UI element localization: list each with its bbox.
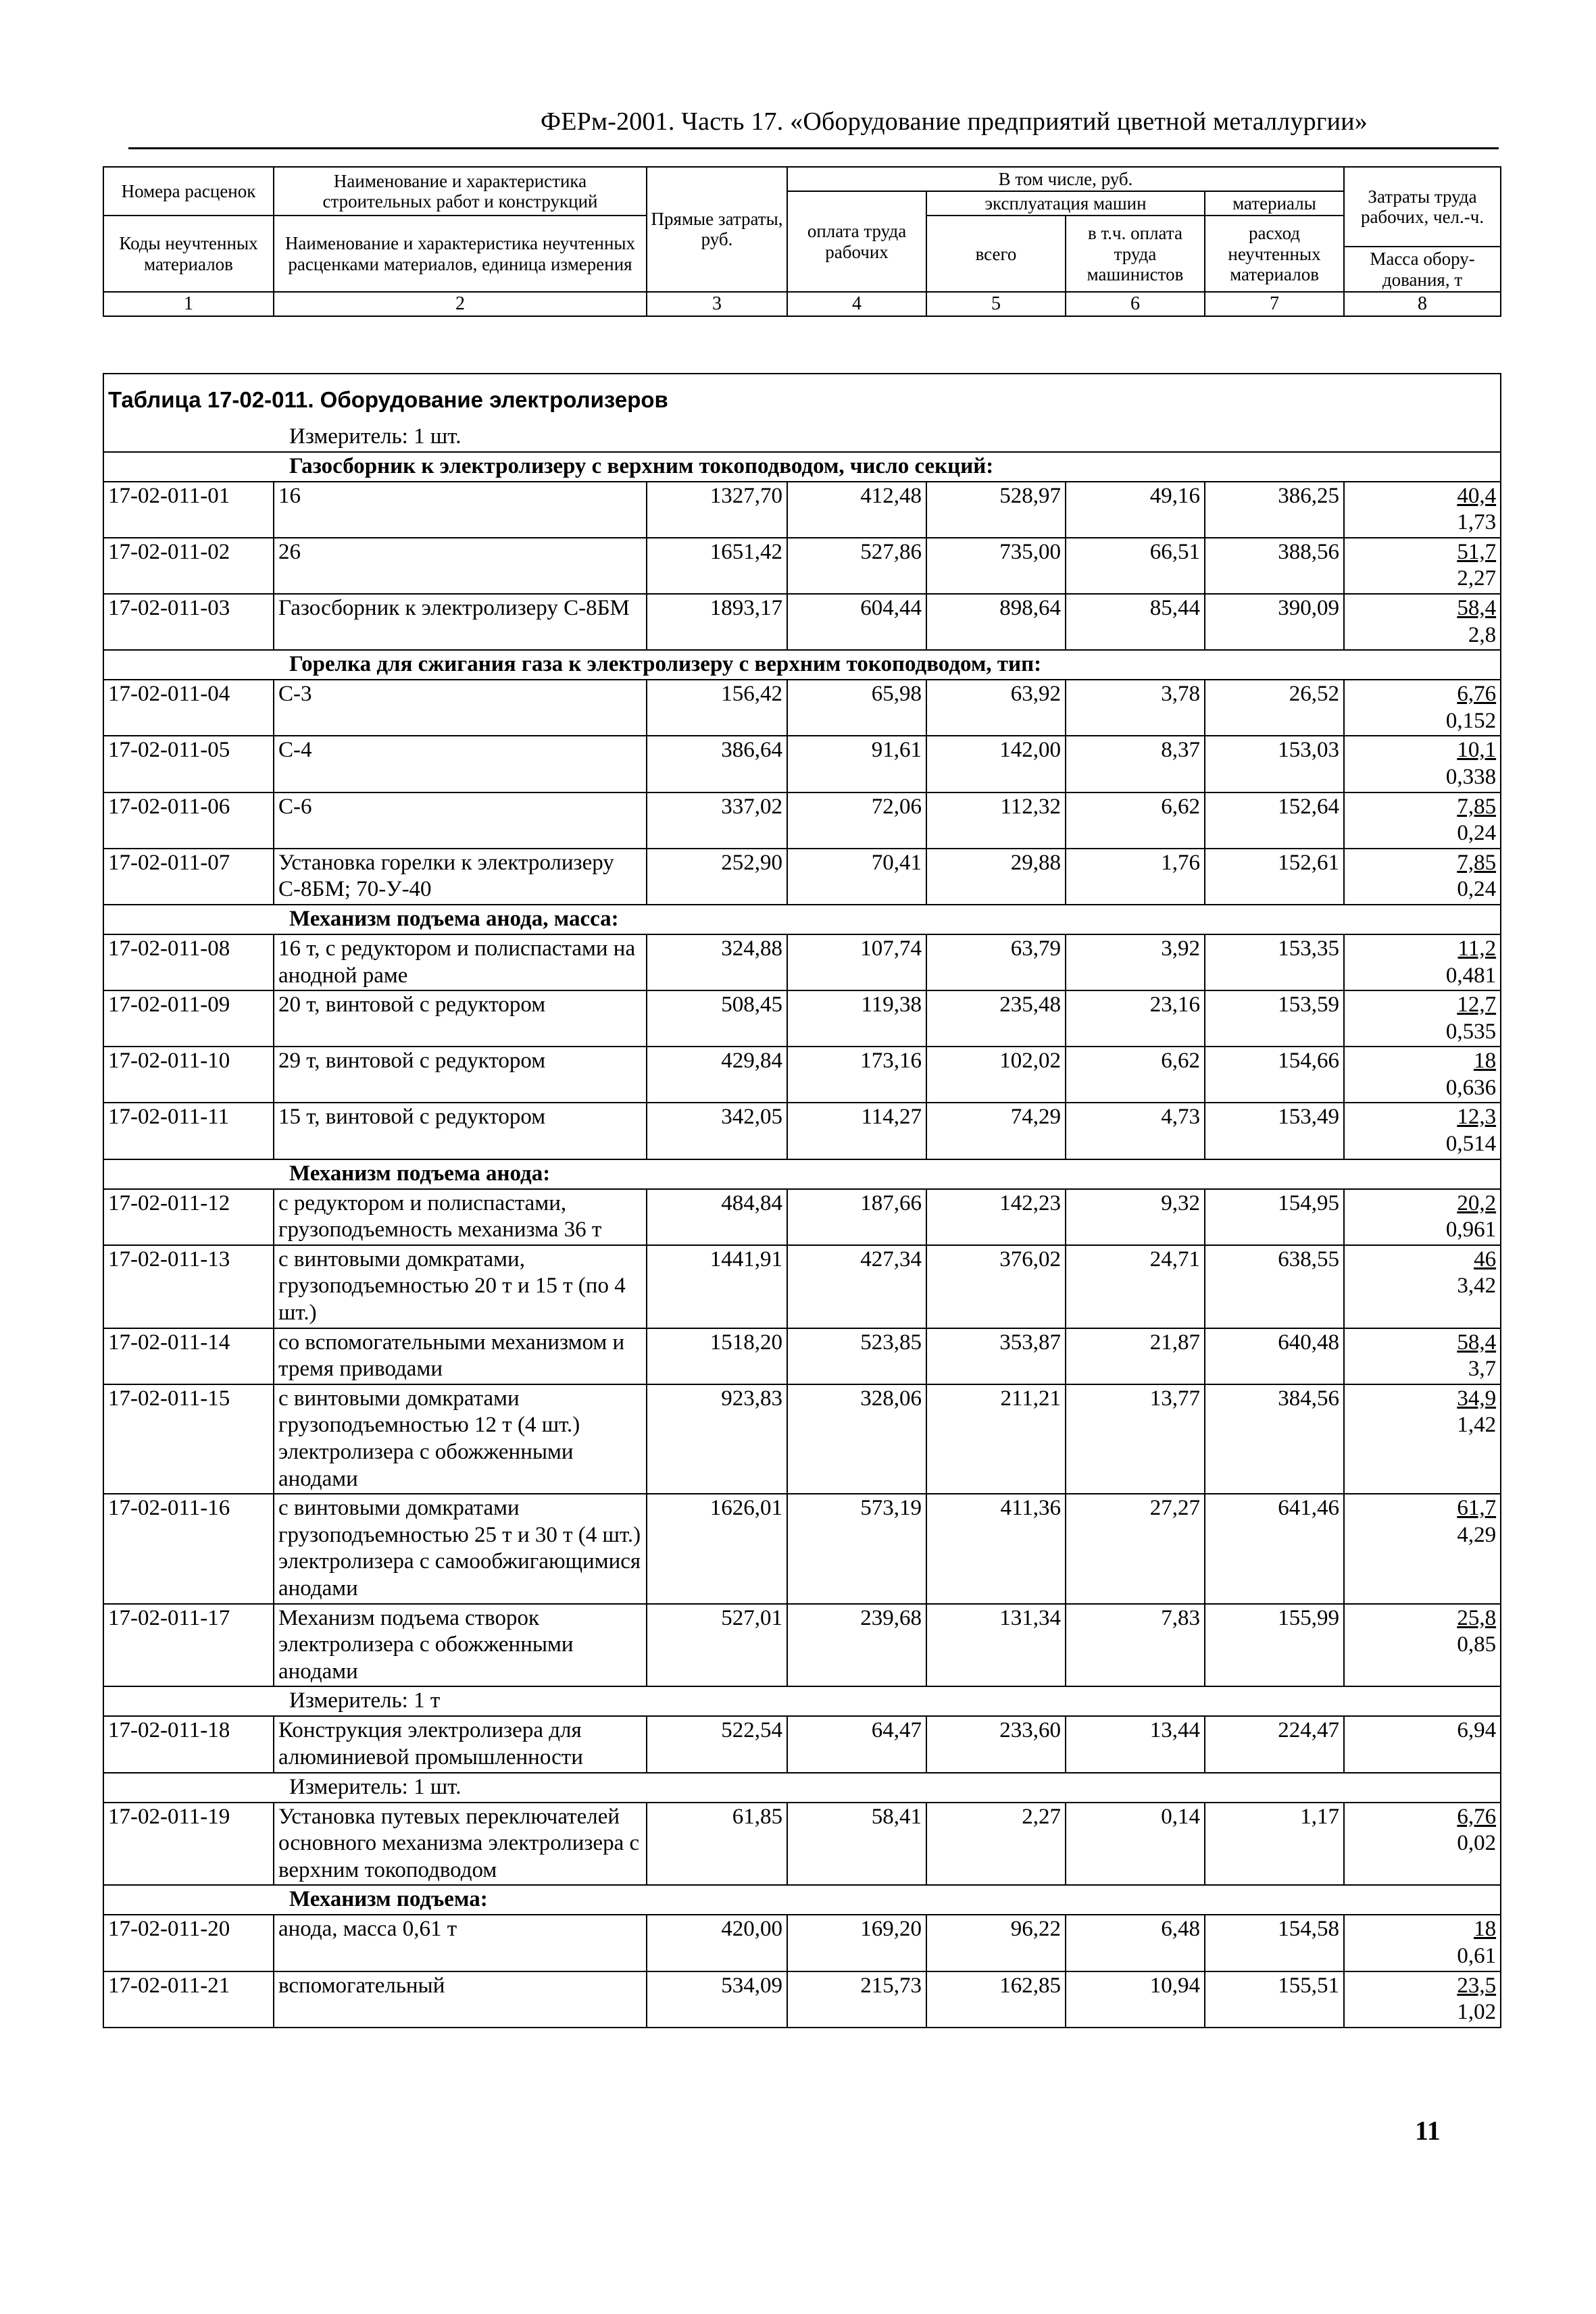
- equipment-mass: 1,42: [1457, 1413, 1497, 1438]
- direct-costs: 1518,20: [647, 1328, 787, 1384]
- equipment-mass: 1,02: [1457, 2000, 1497, 2025]
- labor-hours: 18: [1474, 1049, 1497, 1074]
- materials: 152,61: [1205, 849, 1344, 905]
- work-name: 20 т, винтовой с редуктором: [274, 990, 647, 1047]
- materials: 153,59: [1205, 990, 1344, 1047]
- header-material-name: Наименование и характеристика неучтенных расценками материалов, единица измерения: [274, 216, 647, 291]
- labor-hours: 12,3: [1457, 1105, 1497, 1130]
- work-name: с винтовыми домкратами грузоподъемностью 12 т (4 шт.) электролизера с обожженными анодами: [274, 1384, 647, 1494]
- rate-row: [103, 594, 1501, 650]
- labor-hours: 58,4: [1457, 595, 1497, 620]
- running-header: ФЕРм-2001. Часть 17. «Оборудование предприятий цветной металлургии»: [541, 107, 1368, 136]
- machinist-pay: 21,87: [1066, 1328, 1205, 1384]
- machine-total: 735,00: [926, 538, 1066, 594]
- machinist-pay: 13,44: [1066, 1716, 1205, 1772]
- labor-and-mass-cell: [1344, 1803, 1501, 1886]
- materials: 154,66: [1205, 1047, 1344, 1103]
- section-row: [103, 452, 1501, 482]
- header-equipment-mass: Масса обору-дования, т: [1344, 247, 1501, 291]
- rate-row: [103, 1604, 1501, 1687]
- worker-pay: 58,41: [787, 1803, 926, 1886]
- machinist-pay: 49,16: [1066, 482, 1205, 538]
- header-machinist-pay: в т.ч. оплата труда машинистов: [1066, 216, 1205, 291]
- column-header-table: [103, 166, 1501, 317]
- materials: 641,46: [1205, 1494, 1344, 1603]
- rate-code: 17-02-011-10: [103, 1047, 274, 1103]
- work-name: 16 т, с редуктором и полиспастами на анодной раме: [274, 934, 647, 990]
- labor-hours: 12,7: [1457, 992, 1497, 1017]
- work-name: 26: [274, 538, 647, 594]
- equipment-mass: 0,338: [1445, 764, 1497, 789]
- labor-hours: 7,85: [1457, 850, 1497, 875]
- measure-row: [103, 1686, 1501, 1716]
- materials: 638,55: [1205, 1245, 1344, 1328]
- column-number: 2: [274, 292, 647, 316]
- rate-row: [103, 1328, 1501, 1384]
- equipment-mass: 3,42: [1457, 1274, 1497, 1299]
- column-number-row: [103, 292, 1501, 316]
- worker-pay: 169,20: [787, 1915, 926, 1971]
- work-name: Механизм подъема створок электролизера с обожженными анодами: [274, 1604, 647, 1687]
- measure-unit: Измеритель: 1 т: [103, 1686, 1501, 1716]
- machine-total: 131,34: [926, 1604, 1066, 1687]
- worker-pay: 72,06: [787, 793, 926, 849]
- header-rule: [128, 147, 1499, 149]
- work-name: с винтовыми домкратами, грузоподъемностью 20 т и 15 т (по 4 шт.): [274, 1245, 647, 1328]
- worker-pay: 114,27: [787, 1103, 926, 1159]
- worker-pay: 65,98: [787, 680, 926, 736]
- work-name: 29 т, винтовой с редуктором: [274, 1047, 647, 1103]
- rate-code: 17-02-011-02: [103, 538, 274, 594]
- materials: 153,35: [1205, 934, 1344, 990]
- labor-hours: 6,76: [1457, 682, 1497, 707]
- rate-code: 17-02-011-06: [103, 793, 274, 849]
- rate-row: [103, 793, 1501, 849]
- header-labor-hours: Затраты труда рабочих, чел.-ч.: [1344, 167, 1501, 247]
- worker-pay: 119,38: [787, 990, 926, 1047]
- rate-row: [103, 1189, 1501, 1245]
- equipment-mass: 0,636: [1445, 1075, 1497, 1100]
- labor-and-mass-cell: [1344, 1915, 1501, 1971]
- work-name: 16: [274, 482, 647, 538]
- section-row: [103, 650, 1501, 680]
- materials: 152,64: [1205, 793, 1344, 849]
- direct-costs: 324,88: [647, 934, 787, 990]
- work-name: с винтовыми домкратами грузоподъемностью 25 т и 30 т (4 шт.) электролизера с самообжигающимися анодами: [274, 1494, 647, 1603]
- table-title: Таблица 17-02-011. Оборудование электролизеров: [103, 374, 1501, 423]
- machinist-pay: 13,77: [1066, 1384, 1205, 1494]
- header-machine-total: всего: [926, 216, 1066, 291]
- column-number: 8: [1344, 292, 1501, 316]
- work-name: Газосборник к электролизеру С-8БМ: [274, 594, 647, 650]
- equipment-mass: 2,8: [1468, 622, 1497, 647]
- equipment-mass: 0,481: [1445, 963, 1497, 988]
- machinist-pay: 23,16: [1066, 990, 1205, 1047]
- labor-and-mass-cell: [1344, 1189, 1501, 1245]
- labor-and-mass-cell: [1344, 793, 1501, 849]
- worker-pay: 527,86: [787, 538, 926, 594]
- column-number: 7: [1205, 292, 1344, 316]
- rate-code: 17-02-011-17: [103, 1604, 274, 1687]
- labor-hours: 6,94: [1457, 1718, 1497, 1743]
- direct-costs: 1893,17: [647, 594, 787, 650]
- labor-and-mass-cell: [1344, 538, 1501, 594]
- direct-costs: 527,01: [647, 1604, 787, 1687]
- direct-costs: 156,42: [647, 680, 787, 736]
- labor-and-mass-cell: [1344, 1716, 1501, 1772]
- direct-costs: 1651,42: [647, 538, 787, 594]
- rate-code: 17-02-011-19: [103, 1803, 274, 1886]
- measure-row: [103, 423, 1501, 452]
- worker-pay: 215,73: [787, 1971, 926, 2028]
- worker-pay: 427,34: [787, 1245, 926, 1328]
- labor-and-mass-cell: [1344, 1604, 1501, 1687]
- section-heading: Газосборник к электролизеру с верхним токоподводом, число секций:: [103, 452, 1501, 482]
- equipment-mass: 3,7: [1468, 1357, 1497, 1382]
- work-name: С-4: [274, 736, 647, 792]
- machine-total: 142,23: [926, 1189, 1066, 1245]
- direct-costs: 1441,91: [647, 1245, 787, 1328]
- rate-row: [103, 482, 1501, 538]
- measure-unit: Измеритель: 1 шт.: [103, 1773, 1501, 1803]
- rate-code: 17-02-011-16: [103, 1494, 274, 1603]
- rates-table: [103, 373, 1501, 2028]
- rate-row: [103, 538, 1501, 594]
- rate-row: [103, 1803, 1501, 1886]
- rate-row: [103, 1716, 1501, 1772]
- labor-and-mass-cell: [1344, 482, 1501, 538]
- machine-total: 96,22: [926, 1915, 1066, 1971]
- rate-row: [103, 1103, 1501, 1159]
- machine-total: 63,79: [926, 934, 1066, 990]
- work-name: С-3: [274, 680, 647, 736]
- machinist-pay: 6,62: [1066, 793, 1205, 849]
- equipment-mass: 4,29: [1457, 1522, 1497, 1547]
- rate-code: 17-02-011-15: [103, 1384, 274, 1494]
- rate-row: [103, 1971, 1501, 2028]
- work-name: со вспомогательными механизмом и тремя приводами: [274, 1328, 647, 1384]
- machinist-pay: 9,32: [1066, 1189, 1205, 1245]
- machine-total: 528,97: [926, 482, 1066, 538]
- machine-total: 233,60: [926, 1716, 1066, 1772]
- column-number: 5: [926, 292, 1066, 316]
- labor-and-mass-cell: [1344, 990, 1501, 1047]
- labor-hours: 46: [1474, 1247, 1497, 1272]
- section-heading: Механизм подъема анода:: [103, 1159, 1501, 1189]
- work-name: вспомогательный: [274, 1971, 647, 2028]
- header-rate-number: Номера расценок: [103, 167, 274, 216]
- work-name: Установка горелки к электролизеру С-8БМ; 70-У-40: [274, 849, 647, 905]
- materials: 388,56: [1205, 538, 1344, 594]
- direct-costs: 337,02: [647, 793, 787, 849]
- labor-and-mass-cell: [1344, 594, 1501, 650]
- header-materials: материалы: [1205, 191, 1344, 216]
- rate-row: [103, 990, 1501, 1047]
- rate-code: 17-02-011-13: [103, 1245, 274, 1328]
- work-name: анода, масса 0,61 т: [274, 1915, 647, 1971]
- machine-total: 353,87: [926, 1328, 1066, 1384]
- rate-code: 17-02-011-12: [103, 1189, 274, 1245]
- machine-total: 102,02: [926, 1047, 1066, 1103]
- worker-pay: 187,66: [787, 1189, 926, 1245]
- direct-costs: 342,05: [647, 1103, 787, 1159]
- rate-code: 17-02-011-09: [103, 990, 274, 1047]
- header-worker-pay: оплата труда рабочих: [787, 191, 926, 292]
- machinist-pay: 24,71: [1066, 1245, 1205, 1328]
- direct-costs: 508,45: [647, 990, 787, 1047]
- rate-code: 17-02-011-18: [103, 1716, 274, 1772]
- equipment-mass: 0,152: [1445, 708, 1497, 733]
- machinist-pay: 85,44: [1066, 594, 1205, 650]
- machine-total: 898,64: [926, 594, 1066, 650]
- rate-code: 17-02-011-14: [103, 1328, 274, 1384]
- worker-pay: 328,06: [787, 1384, 926, 1494]
- table-title-row: [103, 374, 1501, 423]
- materials: 155,51: [1205, 1971, 1344, 2028]
- labor-hours: 61,7: [1457, 1496, 1497, 1521]
- worker-pay: 107,74: [787, 934, 926, 990]
- equipment-mass: 0,02: [1457, 1831, 1497, 1856]
- equipment-mass: 1,73: [1457, 510, 1497, 535]
- header-material-consumption: расход неучтенных материалов: [1205, 216, 1344, 291]
- rate-code: 17-02-011-11: [103, 1103, 274, 1159]
- rate-code: 17-02-011-05: [103, 736, 274, 792]
- direct-costs: 386,64: [647, 736, 787, 792]
- equipment-mass: 0,24: [1457, 821, 1497, 846]
- work-name: Конструкция электролизера для алюминиевой промышленности: [274, 1716, 647, 1772]
- worker-pay: 64,47: [787, 1716, 926, 1772]
- section-row: [103, 1885, 1501, 1915]
- equipment-mass: 0,535: [1445, 1019, 1497, 1044]
- labor-and-mass-cell: [1344, 1494, 1501, 1603]
- column-number: 1: [103, 292, 274, 316]
- work-name: 15 т, винтовой с редуктором: [274, 1103, 647, 1159]
- work-name: С-6: [274, 793, 647, 849]
- measure-row: [103, 1773, 1501, 1803]
- column-number: 4: [787, 292, 926, 316]
- rate-code: 17-02-011-03: [103, 594, 274, 650]
- equipment-mass: 0,514: [1445, 1132, 1497, 1157]
- worker-pay: 412,48: [787, 482, 926, 538]
- materials: 154,58: [1205, 1915, 1344, 1971]
- rate-row: [103, 934, 1501, 990]
- labor-hours: 6,76: [1457, 1804, 1497, 1829]
- machinist-pay: 66,51: [1066, 538, 1205, 594]
- rate-row: [103, 736, 1501, 792]
- machine-total: 162,85: [926, 1971, 1066, 2028]
- direct-costs: 923,83: [647, 1384, 787, 1494]
- direct-costs: 484,84: [647, 1189, 787, 1245]
- machine-total: 211,21: [926, 1384, 1066, 1494]
- labor-hours: 11,2: [1457, 936, 1497, 961]
- rate-row: [103, 1915, 1501, 1971]
- column-number: 6: [1066, 292, 1205, 316]
- machinist-pay: 3,92: [1066, 934, 1205, 990]
- materials: 26,52: [1205, 680, 1344, 736]
- materials: 153,49: [1205, 1103, 1344, 1159]
- machine-total: 2,27: [926, 1803, 1066, 1886]
- materials: 1,17: [1205, 1803, 1344, 1886]
- labor-and-mass-cell: [1344, 736, 1501, 792]
- labor-hours: 25,8: [1457, 1605, 1497, 1630]
- direct-costs: 429,84: [647, 1047, 787, 1103]
- machinist-pay: 7,83: [1066, 1604, 1205, 1687]
- labor-and-mass-cell: [1344, 1103, 1501, 1159]
- equipment-mass: 0,61: [1457, 1943, 1497, 1968]
- measure-unit: Измеритель: 1 шт.: [103, 423, 1501, 452]
- labor-hours: 23,5: [1457, 1973, 1497, 1998]
- materials: 153,03: [1205, 736, 1344, 792]
- machinist-pay: 1,76: [1066, 849, 1205, 905]
- header-machine-operation: эксплуатация машин: [926, 191, 1205, 216]
- machinist-pay: 6,48: [1066, 1915, 1205, 1971]
- materials: 224,47: [1205, 1716, 1344, 1772]
- page-number: 11: [1415, 2115, 1441, 2146]
- rate-row: [103, 680, 1501, 736]
- machinist-pay: 27,27: [1066, 1494, 1205, 1603]
- column-number: 3: [647, 292, 787, 316]
- labor-and-mass-cell: [1344, 1328, 1501, 1384]
- labor-hours: 40,4: [1457, 483, 1497, 508]
- labor-hours: 51,7: [1457, 539, 1497, 564]
- labor-hours: 18: [1474, 1917, 1497, 1942]
- labor-hours: 7,85: [1457, 794, 1497, 819]
- rate-row: [103, 1384, 1501, 1494]
- labor-and-mass-cell: [1344, 934, 1501, 990]
- machinist-pay: 3,78: [1066, 680, 1205, 736]
- section-heading: Механизм подъема:: [103, 1885, 1501, 1915]
- rate-code: 17-02-011-21: [103, 1971, 274, 2028]
- worker-pay: 173,16: [787, 1047, 926, 1103]
- machinist-pay: 4,73: [1066, 1103, 1205, 1159]
- labor-and-mass-cell: [1344, 1971, 1501, 2028]
- direct-costs: 252,90: [647, 849, 787, 905]
- materials: 154,95: [1205, 1189, 1344, 1245]
- direct-costs: 420,00: [647, 1915, 787, 1971]
- machine-total: 74,29: [926, 1103, 1066, 1159]
- machinist-pay: 10,94: [1066, 1971, 1205, 2028]
- rate-code: 17-02-011-04: [103, 680, 274, 736]
- machine-total: 63,92: [926, 680, 1066, 736]
- rate-row: [103, 1245, 1501, 1328]
- machinist-pay: 0,14: [1066, 1803, 1205, 1886]
- labor-and-mass-cell: [1344, 849, 1501, 905]
- machine-total: 376,02: [926, 1245, 1066, 1328]
- rate-code: 17-02-011-01: [103, 482, 274, 538]
- materials: 155,99: [1205, 1604, 1344, 1687]
- header-including: В том числе, руб.: [787, 167, 1344, 191]
- rate-row: [103, 849, 1501, 905]
- labor-and-mass-cell: [1344, 1384, 1501, 1494]
- worker-pay: 604,44: [787, 594, 926, 650]
- header-direct-costs: Прямые затраты, руб.: [647, 167, 787, 292]
- rate-code: 17-02-011-07: [103, 849, 274, 905]
- labor-hours: 10,1: [1457, 738, 1497, 763]
- worker-pay: 523,85: [787, 1328, 926, 1384]
- machine-total: 112,32: [926, 793, 1066, 849]
- equipment-mass: 0,85: [1457, 1632, 1497, 1657]
- rate-row: [103, 1047, 1501, 1103]
- materials: 390,09: [1205, 594, 1344, 650]
- rate-code: 17-02-011-20: [103, 1915, 274, 1971]
- direct-costs: 534,09: [647, 1971, 787, 2028]
- labor-and-mass-cell: [1344, 680, 1501, 736]
- labor-hours: 58,4: [1457, 1330, 1497, 1355]
- worker-pay: 70,41: [787, 849, 926, 905]
- rate-row: [103, 1494, 1501, 1603]
- machine-total: 235,48: [926, 990, 1066, 1047]
- machine-total: 142,00: [926, 736, 1066, 792]
- section-row: [103, 1159, 1501, 1189]
- direct-costs: 61,85: [647, 1803, 787, 1886]
- labor-hours: 34,9: [1457, 1386, 1497, 1411]
- header-work-name: Наименование и характеристика строительных работ и конструкций: [274, 167, 647, 216]
- machine-total: 29,88: [926, 849, 1066, 905]
- direct-costs: 1327,70: [647, 482, 787, 538]
- header-material-code: Коды неучтенных материалов: [103, 216, 274, 291]
- worker-pay: 573,19: [787, 1494, 926, 1603]
- rate-code: 17-02-011-08: [103, 934, 274, 990]
- materials: 384,56: [1205, 1384, 1344, 1494]
- worker-pay: 239,68: [787, 1604, 926, 1687]
- direct-costs: 1626,01: [647, 1494, 787, 1603]
- materials: 640,48: [1205, 1328, 1344, 1384]
- section-heading: Механизм подъема анода, масса:: [103, 905, 1501, 934]
- machinist-pay: 8,37: [1066, 736, 1205, 792]
- labor-hours: 20,2: [1457, 1190, 1497, 1215]
- worker-pay: 91,61: [787, 736, 926, 792]
- machine-total: 411,36: [926, 1494, 1066, 1603]
- work-name: Установка путевых переключателей основного механизма электролизера с верхним токоподводом: [274, 1803, 647, 1886]
- labor-and-mass-cell: [1344, 1047, 1501, 1103]
- equipment-mass: 0,24: [1457, 877, 1497, 902]
- machinist-pay: 6,62: [1066, 1047, 1205, 1103]
- labor-and-mass-cell: [1344, 1245, 1501, 1328]
- equipment-mass: 0,961: [1445, 1217, 1497, 1242]
- section-heading: Горелка для сжигания газа к электролизеру с верхним токоподводом, тип:: [103, 650, 1501, 680]
- work-name: с редуктором и полиспастами, грузоподъемность механизма 36 т: [274, 1189, 647, 1245]
- direct-costs: 522,54: [647, 1716, 787, 1772]
- section-row: [103, 905, 1501, 934]
- materials: 386,25: [1205, 482, 1344, 538]
- equipment-mass: 2,27: [1457, 566, 1497, 591]
